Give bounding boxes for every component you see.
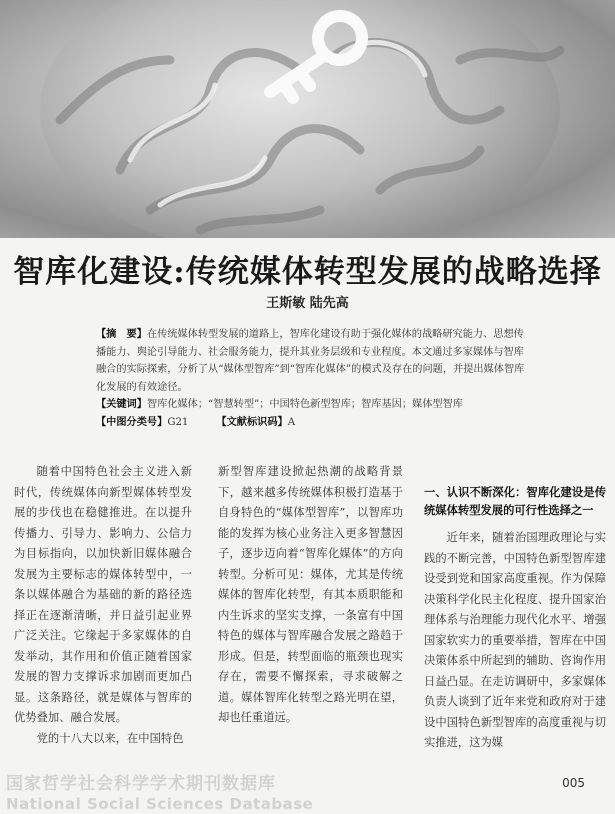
paragraph: 近年来，随着治国理政理论与实践的不断完善，中国特色新型智库建设受到党和国家高度重视。作为保障决策科学化民主化程度、提升国家治理体系与治理能力现代化水平、增强国家软实力的重要举措，智库在中国决策体系中所起到的辅助、咨询作用日益凸显。在走访调研中，多家媒体负责人谈到了近年来党和政府对于建设中国特色新型智库的高度重视与切实推进，这为媒: [424, 531, 606, 749]
paragraph: 随着中国特色社会主义进入新时代，传统媒体向新型媒体转型发展的步伐也在稳健推进。在以提升传播力、引导力、影响力、公信力为目标指向，以加快新旧媒体融合发展为主要标志的媒体转型中，一条以媒体融合为基础的新的路径选择正在逐渐清晰，并日益引起业界广泛关注。它缘起于多家媒体的自发举动，其作用和价值正随着国家发展的智力支撑诉求加剧而更加凸显。这条路径，就是媒体与智库的优势叠加、融合发展。: [14, 465, 192, 724]
classification-label: 【中图分类号】: [96, 415, 168, 428]
watermark: [6, 774, 313, 814]
doc-code-value: A: [287, 416, 296, 428]
keywords-text: 智库化媒体；“智慧转型”；中国特色新型智库；智库基因；媒体型智库: [146, 399, 463, 411]
keywords: [96, 396, 528, 414]
classification-value: G21: [167, 416, 189, 428]
page-number: 005: [562, 776, 585, 790]
classification-line: [96, 414, 528, 432]
article-title: 智库化建设:传统媒体转型发展的战略选择: [13, 254, 602, 290]
hero-image: [0, 0, 615, 238]
section-heading: 一、认识不断深化：智库化建设是传统媒体转型发展的可行性选择之一: [424, 486, 606, 517]
body-column-3: [424, 462, 606, 754]
watermark-cn: 国家哲学社会科学学术期刊数据库: [6, 774, 276, 794]
article-authors: 王斯敏 陆先高: [266, 296, 349, 311]
abstract-text: 在传统媒体转型发展的道路上，智库化建设有助于强化媒体的战略研究能力、思想传播能力、舆论引导能力、社会服务能力，提升其业务层级和专业程度。本文通过多家媒体与智库融合的实际探索，分析了从“媒体型智库”到“智库化媒体”的模式及存在的问题，并提出媒体智库化发展的有效途径。: [96, 329, 525, 393]
abstract-block: [96, 326, 528, 432]
body-column-1: [14, 462, 192, 749]
brain-key-illustration: [0, 0, 615, 238]
paragraph: 党的十八大以来，在中国特色: [36, 731, 184, 745]
abstract: [96, 326, 528, 396]
paragraph: 新型智库建设掀起热潮的战略背景下，越来越多传统媒体积极打造基于自身特色的“媒体型智库”，以智库功能的发挥为核心业务注入更多智慧因子，逐步迈向着“智库化媒体”的方向转型。分析可见：媒体，尤其是传统媒体的智库化转型，有其本质职能和内生诉求的坚实支撑，一条富有中国特色的媒体与智库融合发展之路趋于形成。但是，转型面临的瓶颈也现实存在，需要不懈探索，寻求破解之道。媒体智库化转型之路光明在望，却也任重道远。: [218, 465, 403, 724]
doc-code-label: 【文献标识码】: [216, 415, 288, 428]
abstract-label: 【摘 要】: [96, 328, 147, 340]
body-column-2: [218, 462, 403, 729]
keywords-label: 【关键词】: [96, 398, 147, 411]
watermark-en: National Social Sciences Database: [6, 795, 314, 813]
